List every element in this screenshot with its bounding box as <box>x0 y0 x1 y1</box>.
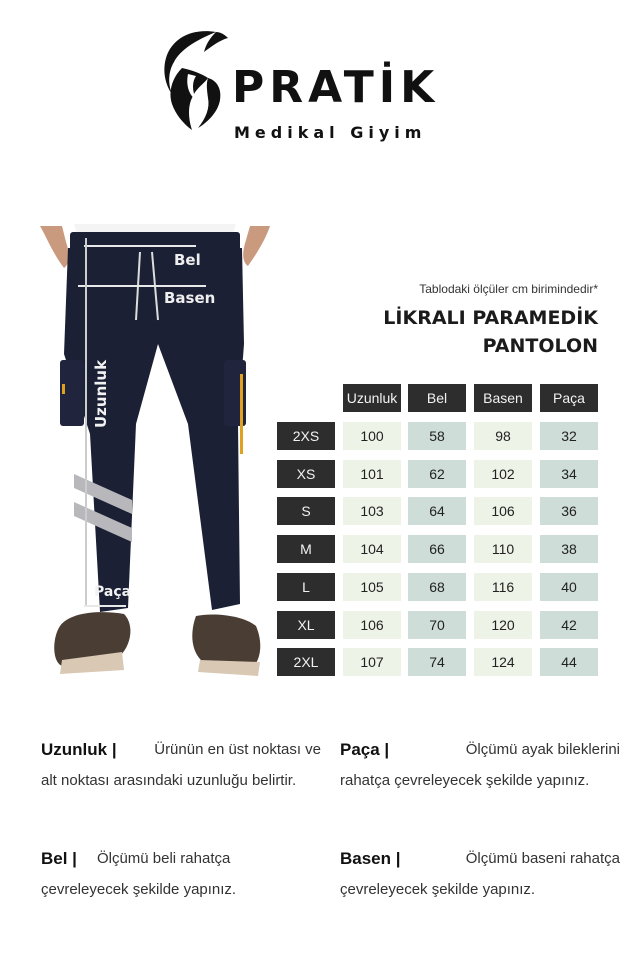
brand-logo <box>158 28 488 142</box>
table-cell-paca: 34 <box>540 460 598 488</box>
table-cell-paca: 44 <box>540 648 598 676</box>
table-cell-uzunluk: 107 <box>343 648 401 676</box>
table-cell-paca: 32 <box>540 422 598 450</box>
bel-text-line1: Ölçümü beli rahatça <box>96 850 231 867</box>
table-cell-paca: 40 <box>540 573 598 601</box>
table-cell-paca: 38 <box>540 535 598 563</box>
size-label: L <box>277 573 335 601</box>
table-cell-uzunluk: 103 <box>343 497 401 525</box>
table-cell-bel: 66 <box>408 535 466 563</box>
bel-description <box>41 843 321 905</box>
table-cell-uzunluk: 104 <box>343 535 401 563</box>
size-label: XS <box>277 460 335 488</box>
uzunluk-term: Uzunluk | <box>41 740 117 759</box>
bel-term: Bel | <box>41 849 77 868</box>
table-cell-basen: 98 <box>474 422 532 450</box>
header-bel: Bel <box>408 384 466 412</box>
table-cell-paca: 42 <box>540 611 598 639</box>
paca-term: Paça | <box>340 740 390 759</box>
table-cell-bel: 68 <box>408 573 466 601</box>
uzunluk-text-line2: alt noktası arasındaki uzunluğu belirtir. <box>41 772 297 789</box>
paca-description <box>340 734 620 796</box>
header-uzunluk: Uzunluk <box>343 384 401 412</box>
logo-subtitle: Medikal Giyim <box>234 123 427 142</box>
table-cell-bel: 70 <box>408 611 466 639</box>
uzunluk-text-line1: Ürünün en üst noktası ve <box>154 741 321 758</box>
paca-text-line2: rahatça çevreleyecek şekilde yapınız. <box>340 772 590 789</box>
table-cell-uzunluk: 106 <box>343 611 401 639</box>
pants-photo <box>40 224 270 680</box>
table-cell-basen: 102 <box>474 460 532 488</box>
table-cell-basen: 110 <box>474 535 532 563</box>
table-cell-bel: 62 <box>408 460 466 488</box>
size-label: S <box>277 497 335 525</box>
table-cell-basen: 106 <box>474 497 532 525</box>
basen-text-line2: çevreleyecek şekilde yapınız. <box>340 881 536 898</box>
product-title-line1: LİKRALI PARAMEDİK <box>383 307 598 329</box>
header-paca: Paça <box>540 384 598 412</box>
table-cell-uzunluk: 101 <box>343 460 401 488</box>
header-basen: Basen <box>474 384 532 412</box>
table-cell-uzunluk: 105 <box>343 573 401 601</box>
size-label: M <box>277 535 335 563</box>
basen-term: Basen | <box>340 849 401 868</box>
uzunluk-description <box>41 734 321 796</box>
table-cell-basen: 120 <box>474 611 532 639</box>
unit-note: Tablodaki ölçüler cm birimindedir* <box>419 282 598 296</box>
paca-measure-label: Paça <box>94 584 132 600</box>
basen-measure-label: Basen <box>164 289 216 307</box>
uzunluk-measure-label: Uzunluk <box>92 359 110 428</box>
basen-text-line1: Ölçümü baseni rahatça <box>465 850 620 867</box>
table-cell-bel: 64 <box>408 497 466 525</box>
basen-description <box>340 843 620 905</box>
product-title-line2: PANTOLON <box>482 335 598 357</box>
table-cell-basen: 124 <box>474 648 532 676</box>
product-title <box>383 304 598 360</box>
size-label: XL <box>277 611 335 639</box>
table-cell-basen: 116 <box>474 573 532 601</box>
size-label: 2XS <box>277 422 335 450</box>
table-cell-bel: 74 <box>408 648 466 676</box>
logo-brand-name: PRATİK <box>232 62 440 113</box>
goat-head-icon <box>158 28 230 132</box>
table-cell-paca: 36 <box>540 497 598 525</box>
table-cell-bel: 58 <box>408 422 466 450</box>
paca-text-line1: Ölçümü ayak bileklerini <box>465 741 620 758</box>
table-cell-uzunluk: 100 <box>343 422 401 450</box>
bel-measure-label: Bel <box>174 251 201 269</box>
bel-text-line2: çevreleyecek şekilde yapınız. <box>41 881 237 898</box>
size-label: 2XL <box>277 648 335 676</box>
